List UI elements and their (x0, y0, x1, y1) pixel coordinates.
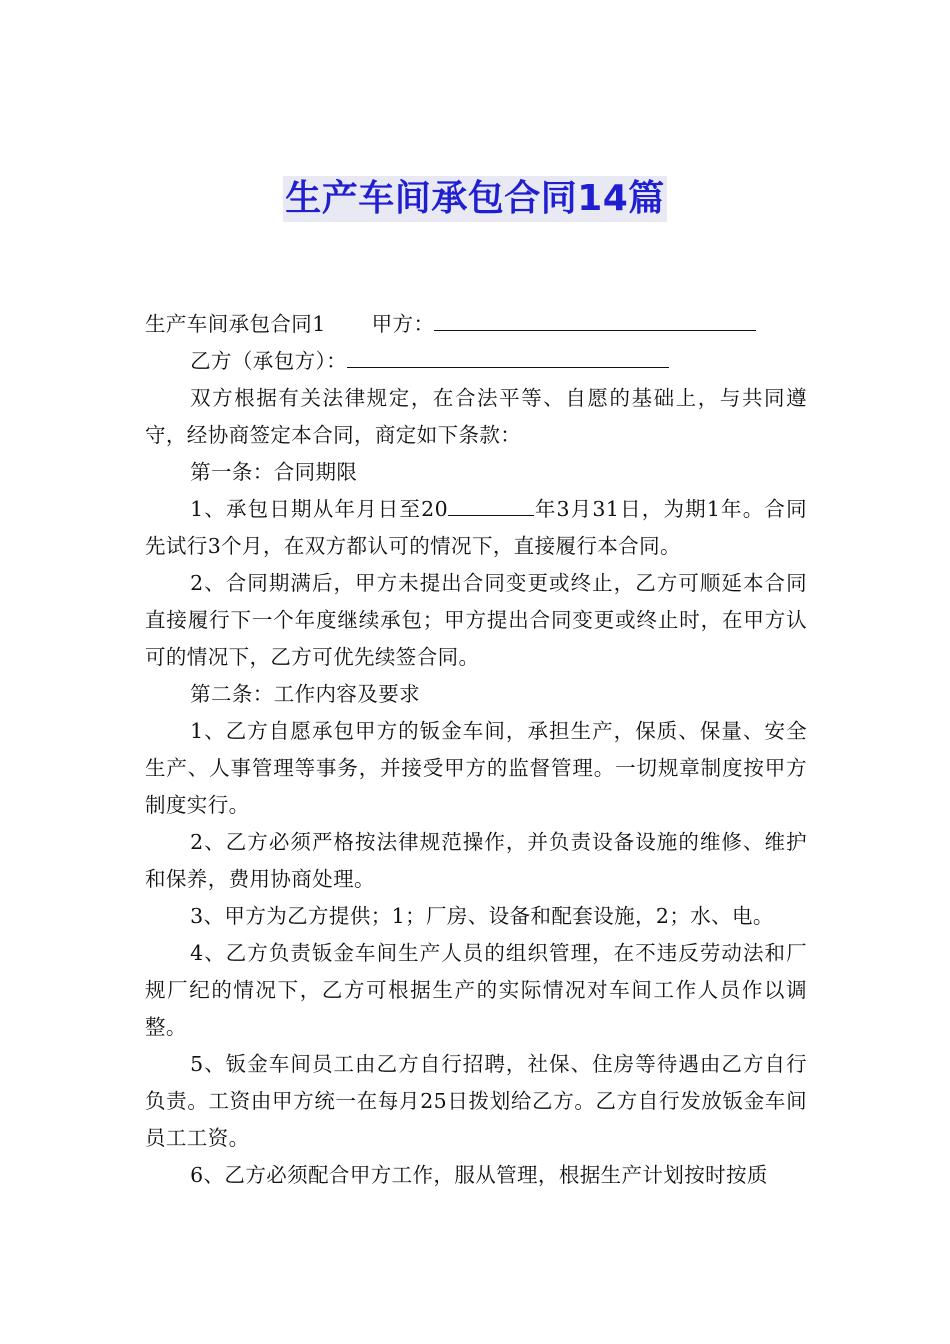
article-2-item-6: 6、乙方必须配合甲方工作，服从管理，根据生产计划按时按质 (190, 1163, 768, 1187)
document-title: 生产车间承包合同14篇 (283, 176, 667, 222)
party-a-blank (434, 308, 756, 331)
party-a-label: 甲方： (371, 312, 435, 336)
article-1-item-2: 2、合同期满后，甲方未提出合同变更或终止，乙方可顺延本合同直接履行下一个年度继续承包；甲方提出合同变更或终止时，在甲方认可的情况下，乙方可优先续签合同。 (145, 571, 807, 669)
heading-line (145, 306, 807, 343)
article-2-title: 第二条：工作内容及要求 (190, 682, 420, 706)
preamble-paragraph: 双方根据有关法律规定，在合法平等、自愿的基础上，与共同遵守，经协商签定本合同，商定如下条款： (145, 386, 807, 447)
year-blank (448, 493, 534, 516)
article-1-title: 第一条：合同期限 (190, 460, 358, 484)
contract-heading: 生产车间承包合同1 (145, 312, 326, 336)
term-start-text: 1、承包日期从年月日至20 (190, 497, 449, 521)
article-2-item-2: 2、乙方必须严格按法律规范操作，并负责设备设施的维修、维护和保养，费用协商处理。 (145, 830, 807, 891)
article-2-item-1: 1、乙方自愿承包甲方的钣金车间，承担生产，保质、保量、安全生产、人事管理等事务，并接受甲方的监督管理。一切规章制度按甲方制度实行。 (145, 719, 807, 817)
party-b-line (145, 343, 807, 380)
party-b-blank (347, 345, 669, 368)
title-container (0, 176, 950, 222)
contract-body (145, 306, 807, 1194)
article-2-item-5: 5、钣金车间员工由乙方自行招聘，社保、住房等待遇由乙方自行负责。工资由甲方统一在每月25日拨划给乙方。乙方自行发放钣金车间员工工资。 (145, 1052, 807, 1150)
article-2-item-3: 3、甲方为乙方提供；1；厂房、设备和配套设施，2；水、电。 (190, 904, 774, 928)
article-2-item-4: 4、乙方负责钣金车间生产人员的组织管理，在不违反劳动法和厂规厂纪的情况下，乙方可根据生产的实际情况对车间工作人员作以调整。 (145, 941, 807, 1039)
article-1-item-1 (145, 491, 807, 565)
party-b-label: 乙方（承包方）： (190, 349, 348, 373)
term-end-text: 年3月31日，为期1年。合同先试行3个月，在双方都认可的情况下，直接履行本合同。 (145, 497, 807, 558)
